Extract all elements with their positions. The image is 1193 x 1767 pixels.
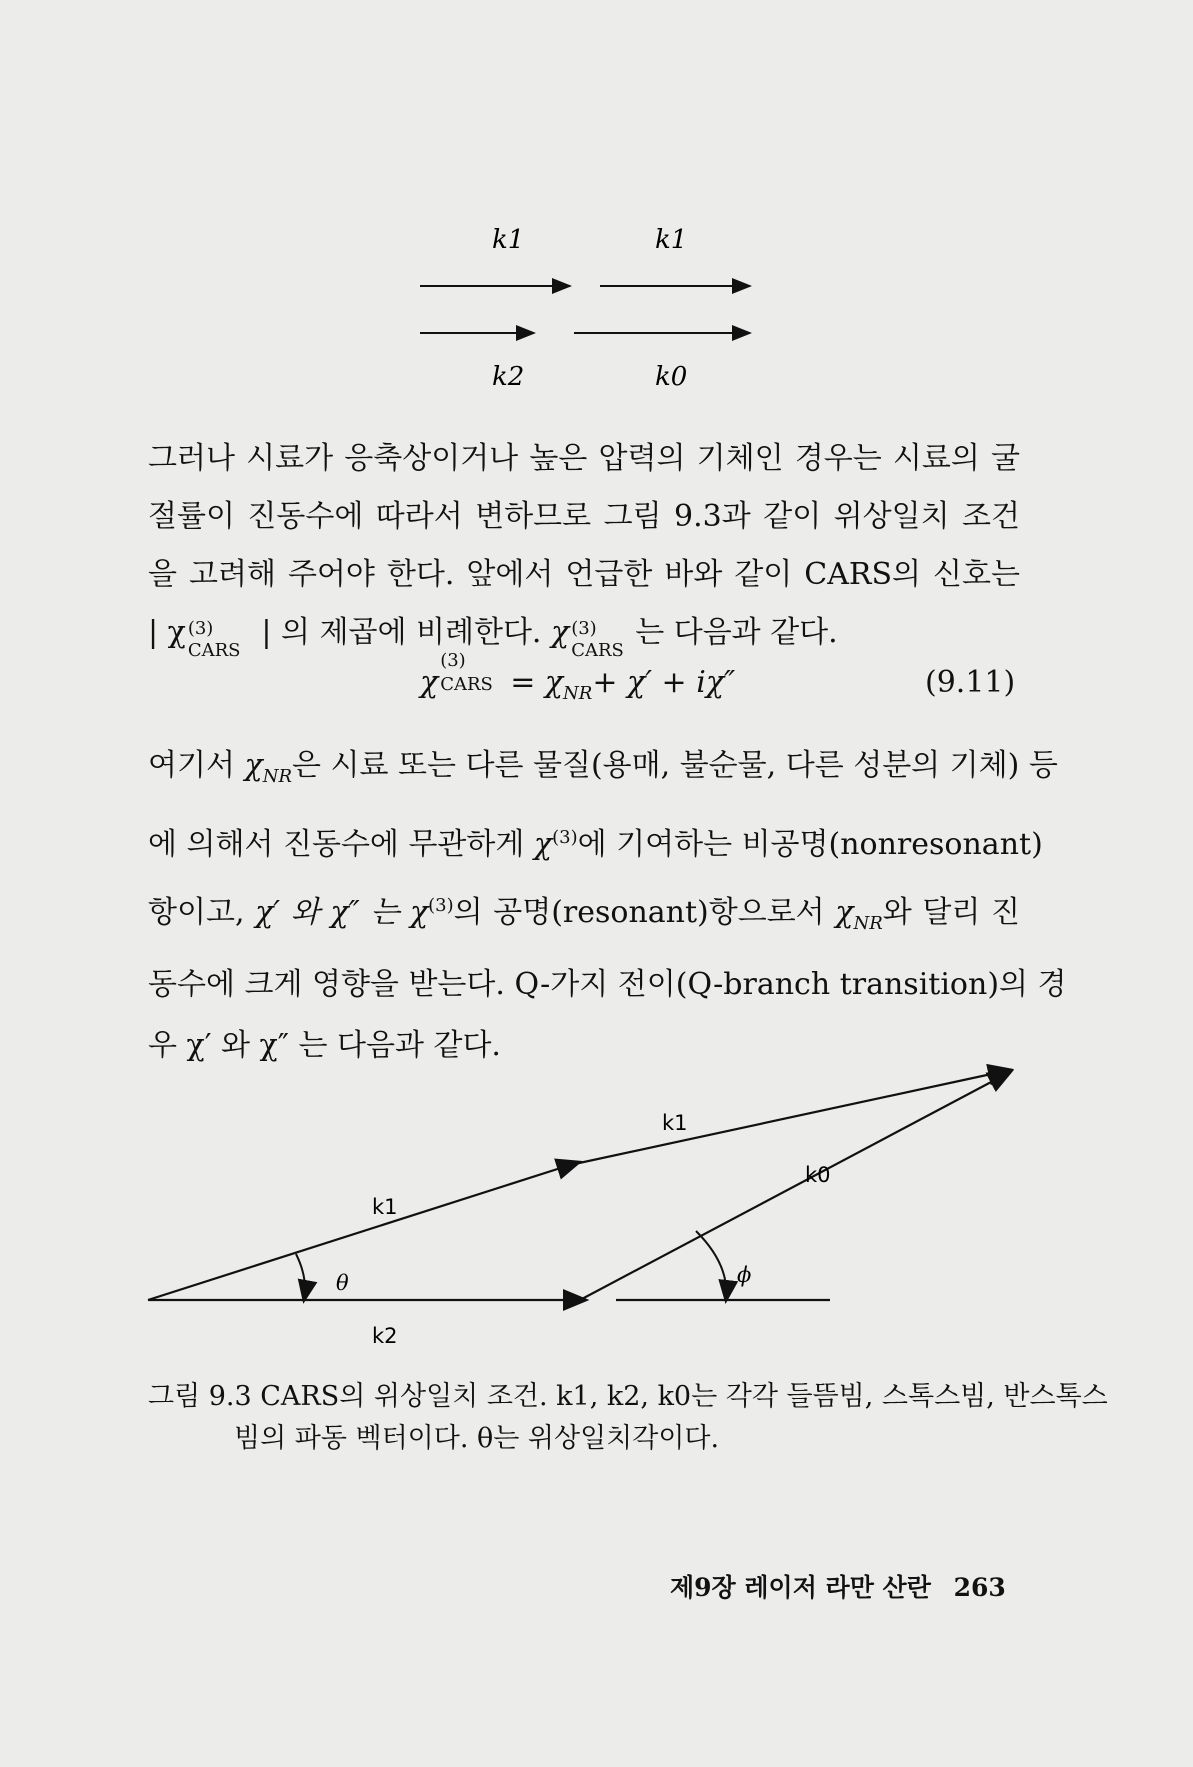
paragraph-2 xyxy=(148,735,1067,1076)
label-k0: k0 xyxy=(805,1163,831,1187)
para2-line3: 항이고, χ′ 와 χ″ 는 $\chi^{(3)}$의 공명(resonant)항으로서 $\chi_{NR}$와 달리 진 xyxy=(148,895,1020,934)
theta-arc xyxy=(296,1254,305,1300)
label-k1-left: k1 xyxy=(492,225,525,255)
label-phi: ϕ xyxy=(737,1263,752,1287)
collinear-vector-figure xyxy=(400,220,780,400)
running-footer xyxy=(670,1568,1006,1604)
phase-matching-figure xyxy=(140,1050,1040,1350)
label-k2: k2 xyxy=(492,362,525,392)
label-k1-lower: k1 xyxy=(372,1195,398,1219)
para1-line1: 그러나 시료가 응축상이거나 높은 압력의 기체인 경우는 시료의 굴 xyxy=(148,441,1020,476)
phi-arc xyxy=(696,1231,726,1300)
para2-line2: 에 의해서 진동수에 무관하게 $\chi^{(3)}$에 기여하는 비공명(nonresonant) xyxy=(148,827,1043,862)
page-number: 263 xyxy=(953,1573,1006,1602)
label-theta: θ xyxy=(336,1271,349,1295)
caption-line2: 빔의 파동 벡터이다. θ는 위상일치각이다. xyxy=(234,1423,720,1454)
label-k2: k2 xyxy=(372,1324,398,1348)
vector-k1-upper-segment xyxy=(570,1070,1010,1165)
vector-k1-lower-segment xyxy=(148,1165,570,1300)
para1-line4: | χ (3) CARS | 의 제곱에 비례한다. χ (3) CARS 는 다음과 같다. xyxy=(148,615,838,661)
chapter-title: 제9장 레이저 라만 산란 xyxy=(670,1573,931,1602)
para2-line5: 우 χ′ 와 χ″ 는 다음과 같다. xyxy=(148,1028,501,1063)
vector-k0 xyxy=(580,1072,1010,1300)
para2-line4: 동수에 크게 영향을 받는다. Q-가지 전이(Q-branch transition)의 경 xyxy=(148,967,1067,1002)
label-k1-upper: k1 xyxy=(662,1111,688,1135)
label-k0: k0 xyxy=(655,362,688,392)
para1-line3: 을 고려해 주어야 한다. 앞에서 언급한 바와 같이 CARS의 신호는 xyxy=(148,557,1020,592)
para2-line1: 여기서 $\chi_{NR}$은 시료 또는 다른 물질(용매, 불순물, 다른 성분의 기체) 등 xyxy=(148,748,1058,787)
equation-9-11: χ (3) CARS = $\chi_{NR}+ \chi' + i\chi''$ xyxy=(420,650,736,704)
figure-caption xyxy=(148,1376,1108,1460)
equation-number: (9.11) xyxy=(925,665,1016,700)
para1-line2: 절률이 진동수에 따라서 변하므로 그림 9.3과 같이 위상일치 조건 xyxy=(148,499,1020,534)
caption-line1: 그림 9.3 CARS의 위상일치 조건. k1, k2, k0는 각각 들뜸빔, 스톡스빔, 반스톡스 xyxy=(148,1381,1108,1412)
paragraph-1 xyxy=(148,430,1020,662)
label-k1-right: k1 xyxy=(655,225,688,255)
